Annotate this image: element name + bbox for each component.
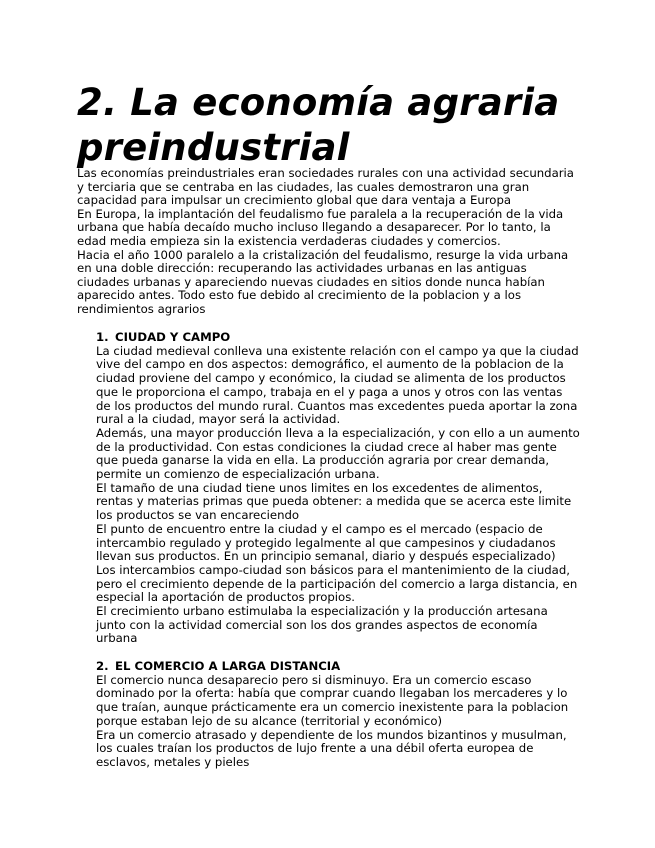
section-ciudad-y-campo [96, 331, 580, 646]
intro-text [77, 167, 582, 317]
section-comercio-larga-distancia [96, 660, 580, 770]
section-paragraph: Los intercambios campo-ciudad son básicos para el mantenimiento de la ciudad, pero el crecimiento depende de la participación del comercio a larga distancia, en especial la aportación de productos propios. [96, 562, 578, 605]
section-heading-text: CIUDAD Y CAMPO [115, 330, 231, 344]
section-heading [96, 660, 580, 674]
section-heading [96, 331, 580, 345]
section-paragraph: El tamaño de una ciudad tiene unos limites en los excedentes de alimentos, rentas y materias primas que pueda obtener: a medida que se acerca este limite los productos se van encareciendo [96, 480, 572, 523]
section-paragraph: El crecimiento urbano estimulaba la especialización y la producción artesana junto con la actividad comercial son los dos grandes aspectos de economía urbana [96, 604, 548, 646]
section-paragraph: El comercio nunca desaparecio pero si disminuyo. Era un comercio escaso dominado por la oferta: había que comprar cuando llegaban los mercaderes y lo que traían, aunque prácticamente era un comercio inexistente para la poblacion porque estaban lejo de su alcance (territorial y económico) [96, 672, 569, 728]
page-title: 2. La economía agraria preindustrial [77, 81, 560, 169]
section-number: 1. [96, 330, 109, 344]
section-paragraph: La ciudad medieval conlleva una existente relación con el campo ya que la ciudad vive del campo en dos aspectos: demográfico, el aumento de la poblacion de la ciudad proviene del campo y económico, la ciudad se alimenta de los productos que le proporciona el campo, trabaja en el y paga a unos y otros con las ventas de los productos del mundo rural. Cuantos mas excedentes pueda aportar la zona rural a la ciudad, mayor será la actividad. [96, 343, 579, 427]
section-paragraph: El punto de encuentro entre la ciudad y el campo es el mercado (espacio de intercambio regulado y protegido legalmente al que campesinos y ciudadanos llevan sus productos. En un principio semanal, diario y después especializado) [96, 521, 556, 564]
section-number: 2. [96, 659, 109, 673]
section-paragraph: Era un comercio atrasado y dependiente de los mundos bizantinos y musulman, los cuales traían los productos de lujo frente a una débil oferta europea de esclavos, metales y pieles [96, 727, 567, 769]
section-paragraph: Además, una mayor producción lleva a la especialización, y con ello a un aumento de la productividad. Con estas condiciones la ciudad crece al haber mas gente que pueda ganarse la vida en ella. La producción agraria por crear demanda, permite un comienzo de especialización urbana. [96, 425, 580, 482]
intro-paragraph: Las economías preindustriales eran sociedades rurales con una actividad secundaria y terciaria que se centraba en las ciudades, las cuales demostraron una gran capacidad para impulsar un crecimiento global que dara ventaja a Europa [77, 166, 574, 208]
intro-paragraph: En Europa, la implantación del feudalismo fue paralela a la recuperación de la vida urbana que había decaído mucho incluso llegando a desaparecer. Por lo tanto, la edad media empieza sin la existencia verdaderas ciudades y comercios. [77, 206, 564, 248]
intro-paragraph: Hacia el año 1000 paralelo a la cristalización del feudalismo, resurge la vida urbana en una doble dirección: recuperando las actividades urbanas en las antiguas ciudades urbanas y apareciendo nuevas ciudades en sitios donde nunca habían aparecido antes. Todo esto fue debido al crecimiento de la poblacion y a los rendimientos agrarios [77, 247, 569, 316]
section-heading-text: EL COMERCIO A LARGA DISTANCIA [115, 659, 341, 673]
